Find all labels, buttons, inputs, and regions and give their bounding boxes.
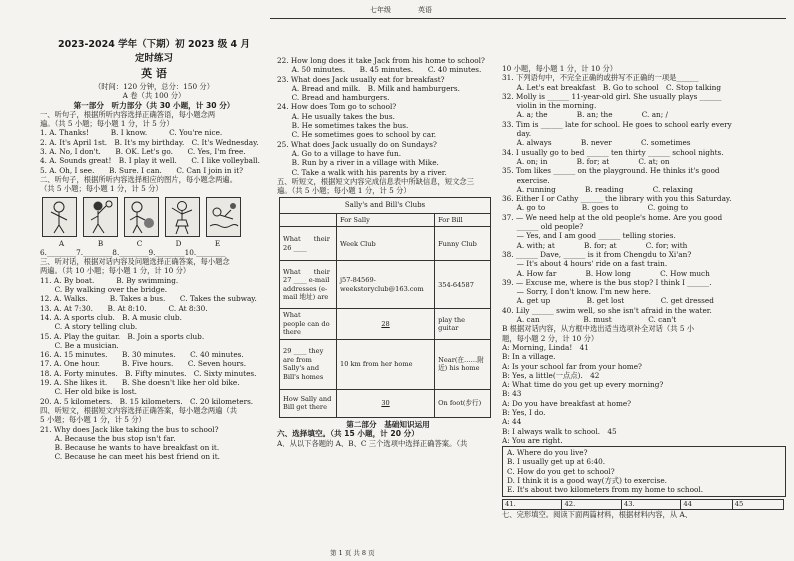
row-value-cell: 354-64587 bbox=[435, 261, 491, 309]
dialogue-options-box bbox=[502, 446, 786, 496]
row-value-cell[interactable]: 30 bbox=[337, 389, 435, 417]
text-line: A. on; in B. for; at C. at; on bbox=[502, 156, 670, 166]
text-line: 5. A. Oh, I see. B. Sure. I can. C. Can I join in it? bbox=[40, 165, 244, 175]
table-caption: Sally's and Bill's Clubs bbox=[279, 197, 491, 213]
table-row bbox=[280, 261, 491, 309]
text-line: C. By walking over the bridge. bbox=[40, 285, 168, 295]
text-line: C. Because he can meet his best friend on it. bbox=[40, 452, 220, 462]
text-line: 两遍。（共 10 小题；每小题 1 分，计 10 分） bbox=[40, 266, 191, 276]
text-line: 32. Molly is ______ 11-year-old girl. She usually plays ______ bbox=[502, 91, 722, 101]
text-line: 37. — We need help at the old people's home. Are you good bbox=[502, 212, 723, 222]
text-line: 四、听短文，根据短文内容选择正确答案，每小题念两遍（共 bbox=[40, 405, 238, 415]
picture-label: A bbox=[58, 238, 65, 248]
listening-section-3-4 bbox=[40, 257, 268, 462]
text-line: 三、听对话，根据对话内容及问题选择正确答案，每小题念 bbox=[40, 257, 230, 267]
text-line: B: In a village. bbox=[502, 352, 556, 362]
picture-b bbox=[83, 197, 118, 237]
text-line: 4. A. Sounds great! B. I play it well. C. I like volleyball. bbox=[40, 156, 260, 166]
text-line: day. bbox=[502, 129, 532, 139]
text-line: A. 50 minutes. B. 45 minutes. C. 40 minutes. bbox=[277, 65, 482, 75]
text-line: A. always B. never C. sometimes bbox=[502, 138, 691, 148]
text-line: 遍。（共 5 小题；每小题 1 分，计 5 分） bbox=[40, 119, 174, 129]
text-line: 18. A. Forty minutes. B. Fifty minutes. C. Sixty minutes. bbox=[40, 368, 257, 378]
column-left bbox=[40, 20, 268, 462]
text-line: — Yes, and I am good ______ telling stories. bbox=[502, 231, 676, 241]
row-label-cell: What people can do there bbox=[280, 309, 337, 340]
text-line: C. Her old bike is lost. bbox=[40, 387, 137, 397]
text-line: ______ old people? bbox=[502, 222, 584, 232]
text-line: B: I always walk to school. 45 bbox=[502, 426, 617, 436]
text-line: C. Be a musician. bbox=[40, 340, 119, 350]
text-line: A. Bread and milk. B. Milk and hamburgers. bbox=[277, 83, 460, 93]
answer-cell[interactable]: 45 bbox=[732, 499, 783, 509]
header-subject: 英语 bbox=[418, 6, 432, 14]
text-line: 17. A. One hour. B. Five hours. C. Seven hours. bbox=[40, 359, 247, 369]
text-line: A. get up B. get lost C. get dressed bbox=[502, 296, 714, 306]
row-value-cell: j57-84569-weekstoryclub@163.com bbox=[337, 261, 435, 309]
text-line: A: Is your school far from your home? bbox=[502, 361, 642, 371]
text-line: 33. Tim is ______ late for school. He goes to school early every bbox=[502, 119, 732, 129]
text-line: 2. A. It's April 1st. B. It's my birthday. C. It's Wednesday. bbox=[40, 137, 259, 147]
basketball-player-icon bbox=[84, 198, 117, 236]
exam-info: （时间：120 分钟，总分：150 分） bbox=[93, 82, 215, 91]
text-line: A. a; the B. an; the C. an; / bbox=[502, 110, 668, 120]
text-line: 15. A. Play the guitar. B. Join a sports club. bbox=[40, 331, 205, 341]
picture-label: E bbox=[214, 238, 221, 248]
table-row bbox=[280, 227, 491, 261]
section6a-instruction: A．从以下各题的 A、B、C 三个选项中选择正确答案。（共 bbox=[277, 438, 468, 448]
dialogue-option: E. It's about two kilometers from my home to school. bbox=[507, 485, 704, 495]
text-line: 五、听短文，根据短文内容完成信息表中所缺信息，短文念三 bbox=[277, 176, 475, 186]
text-line: A: What time do you get up every morning? bbox=[502, 380, 664, 390]
picture-label: B bbox=[97, 238, 104, 248]
text-line: 19. A. She likes it. B. She doesn't like her old bike. bbox=[40, 378, 240, 388]
row-label-cell: 29 ____ they are from Sally's and Bill's homes bbox=[280, 339, 337, 389]
text-line: A: Do you have breakfast at home? bbox=[502, 398, 632, 408]
answer-cell[interactable]: 42. bbox=[562, 499, 621, 509]
part1-heading: 第一部分 听力部分（共 30 小题，计 30 分） bbox=[73, 100, 235, 110]
column-middle bbox=[277, 20, 499, 448]
dialogue-option: B. I usually get up at 6:40. bbox=[507, 457, 606, 467]
part2-heading: 第二部分 基础知识运用 bbox=[346, 419, 430, 429]
text-line: 21. Why does Jack like taking the bus to school? bbox=[40, 424, 219, 434]
row-label-cell: What their 27 ____ e-mail addresses (e-mail 地址) are bbox=[280, 261, 337, 309]
text-line: 一、听句子，根据所听内容选择正确答语，每小题念两 bbox=[40, 109, 216, 119]
text-line: 31. 下列语句中，不完全正确的或拼写不正确的一项是______ bbox=[502, 73, 699, 83]
picture-c bbox=[124, 197, 159, 237]
text-line: 25. What does Jack usually do on Sundays? bbox=[277, 139, 437, 149]
page-footer: 第 1 页 共 8 页 bbox=[330, 549, 375, 557]
text-line: 40. Lily ______ swim well, so she isn't afraid in the water. bbox=[502, 305, 712, 315]
table-row bbox=[280, 309, 491, 340]
text-line: （共 5 小题；每小题 1 分，计 5 分） bbox=[40, 184, 163, 194]
text-line: 24. How does Tom go to school? bbox=[277, 102, 397, 112]
text-line: violin in the morning. bbox=[502, 101, 597, 111]
text-line: 20. A. 5 kilometers. B. 15 kilometers. C. 20 kilometers. bbox=[40, 396, 254, 406]
text-line: 10 小题，每小题 1 分，计 10 分） bbox=[502, 64, 618, 73]
text-line: B. He sometimes takes the bus. bbox=[277, 121, 409, 131]
picture-labels bbox=[42, 239, 268, 248]
text-line: 36. Either I or Cathy ______ the library with you this Saturday. bbox=[502, 194, 732, 204]
table-header-cell: For Sally bbox=[337, 213, 435, 227]
text-line: 34. I usually go to bed ______ ten thirty ______ school nights. bbox=[502, 147, 724, 157]
dancing-girl-icon bbox=[166, 198, 199, 236]
text-line: 3. A. No, I don't. B. OK. Let's go. C. Yes, I'm free. bbox=[40, 147, 246, 157]
page-header bbox=[0, 0, 794, 20]
table-row bbox=[280, 389, 491, 417]
table-header-cell: For Bill bbox=[435, 213, 491, 227]
text-line: A: 44 bbox=[502, 417, 522, 427]
section6-heading: 六、选择填空。（共 15 小题，计 20 分） bbox=[277, 429, 419, 439]
picture-answer-blanks: 6.________7.________8.________9.________10.________ bbox=[40, 247, 226, 257]
exam-title-line2: 定时练习 bbox=[134, 53, 173, 64]
row-value-cell[interactable]: 28 bbox=[337, 309, 435, 340]
answer-grid bbox=[502, 499, 784, 510]
text-line: 题，每小题 2 分，计 10 分） bbox=[502, 333, 599, 343]
column-right bbox=[502, 20, 788, 519]
picture-d bbox=[165, 197, 200, 237]
text-line: B: 43 bbox=[502, 389, 522, 399]
text-line: C. Bread and hamburgers. bbox=[277, 93, 390, 103]
dialogue-option: A. Where do you live? bbox=[507, 448, 588, 458]
text-line: 38. ______ Dave, ______ is it from Chengdu to Xi'an? bbox=[502, 249, 692, 259]
text-line: A. How far B. How long C. How much bbox=[502, 268, 710, 278]
text-line: A. He usually takes the bus. bbox=[277, 111, 395, 121]
exam-subject: 英 语 bbox=[141, 67, 167, 80]
picture-e bbox=[206, 197, 241, 237]
text-line: C. A story telling club. bbox=[40, 322, 138, 332]
text-line: 23. What does Jack usually eat for breakfast? bbox=[277, 74, 445, 84]
text-line: 1. A. Thanks! B. I know. C. You're nice. bbox=[40, 128, 223, 138]
paper-a-label: A 卷（共 100 分） bbox=[122, 91, 186, 101]
text-line: 二、听句子，根据所听内容选择相应的图片，每小题念两遍。 bbox=[40, 174, 238, 184]
text-line: A: Morning, Linda! 41 bbox=[502, 342, 589, 352]
text-line: 12. A. Walks. B. Takes a bus. C. Takes the subway. bbox=[40, 294, 257, 304]
text-line: 5 小题；每小题 1 分，计 5 分） bbox=[40, 415, 146, 425]
text-line: A: You are right. bbox=[502, 435, 563, 445]
listening-section-1-2 bbox=[40, 110, 268, 194]
text-line: 35. Tom likes ______ on the playground. He thinks it's good bbox=[502, 166, 720, 176]
text-line: B. Run by a river in a village with Mike. bbox=[277, 158, 439, 168]
swimming-boy-icon bbox=[207, 198, 240, 236]
picture-label: D bbox=[175, 238, 182, 248]
text-line: 11. A. By boat. B. By swimming. bbox=[40, 275, 179, 285]
table-header-cell bbox=[280, 213, 337, 227]
dialogue-option: C. How do you get to school? bbox=[507, 466, 615, 476]
text-line: C. Take a walk with his parents by a river. bbox=[277, 167, 447, 177]
dialogue-option: D. I think it is a good way(方式) to exercise. bbox=[507, 476, 667, 486]
text-line: A. can B. must C. can't bbox=[502, 315, 677, 325]
header-grade: 七年级 bbox=[370, 6, 391, 14]
listening-questions-22-25 bbox=[277, 56, 499, 195]
row-label-cell: What their 26 ____ bbox=[280, 227, 337, 261]
boy-thanking-icon bbox=[43, 198, 76, 236]
text-line: A. Go to a village to have fun. bbox=[277, 148, 402, 158]
row-value-cell: Near(在……附近) his home bbox=[435, 339, 491, 389]
club-info-table bbox=[279, 197, 491, 418]
table-row bbox=[280, 339, 491, 389]
text-line: A. go to B. goes to C. going to bbox=[502, 203, 689, 213]
answer-cell[interactable]: 43. bbox=[621, 499, 680, 509]
text-line: 遍。（共 5 小题；每小题 1 分，计 5 分） bbox=[277, 186, 411, 196]
answer-cell[interactable]: 41. bbox=[503, 499, 562, 509]
text-line: A. Let's eat breakfast B. Go to school C. Stop talking bbox=[502, 82, 722, 92]
picture-row bbox=[42, 197, 268, 237]
text-line: B. Because he wants to have breakfast on it. bbox=[40, 443, 220, 453]
section7-heading: 七、完形填空。阅读下面两篇材料，根据材料内容，从 A、 bbox=[502, 509, 693, 519]
row-value-cell: Week Club bbox=[337, 227, 435, 261]
text-line: — It's about 4 hours' ride on a fast train. bbox=[502, 259, 668, 269]
text-line: A. running B. reading C. relaxing bbox=[502, 184, 693, 194]
row-value-cell: play the guitar bbox=[435, 309, 491, 340]
text-line: A. Because the bus stop isn't far. bbox=[40, 433, 176, 443]
picture-a bbox=[42, 197, 77, 237]
text-line: 22. How long does it take Jack from his home to school? bbox=[277, 56, 485, 65]
boy-with-ball-icon bbox=[125, 198, 158, 236]
row-label-cell: How Sally and Bill get there bbox=[280, 389, 337, 417]
text-line: 14. A. A sports club. B. A music club. bbox=[40, 312, 182, 322]
exam-title-line1: 2023-2024 学年（下期）初 2023 级 4 月 bbox=[58, 39, 250, 50]
text-line: — Sorry, I don't know. I'm new here. bbox=[502, 287, 651, 297]
text-line: C. He sometimes goes to school by car. bbox=[277, 130, 437, 140]
picture-label: C bbox=[136, 238, 143, 248]
row-value-cell: 10 km from her home bbox=[337, 339, 435, 389]
row-value-cell: On foot(步行) bbox=[435, 389, 491, 417]
header-rule bbox=[270, 18, 786, 19]
text-line: B: Yes, I do. bbox=[502, 407, 546, 417]
text-line: 16. A. 15 minutes. B. 30 minutes. C. 40 minutes. bbox=[40, 350, 244, 360]
grammar-and-dialogue bbox=[502, 64, 788, 445]
text-line: B: Yes, a little(一点点). 42 bbox=[502, 370, 600, 380]
text-line: B 根据对话内容，从方框中选出适当选项补全对话（共 5 小 bbox=[502, 324, 695, 334]
answer-cell[interactable]: 44 bbox=[681, 499, 732, 509]
text-line: A. with; at B. for; at C. for; with bbox=[502, 240, 688, 250]
text-line: exercise. bbox=[502, 175, 550, 185]
text-line: 13. A. At 7:30. B. At 8:10. C. At 8:30. bbox=[40, 303, 208, 313]
row-value-cell: Funny Club bbox=[435, 227, 491, 261]
text-line: 39. — Excuse me, where is the bus stop? I think I ______. bbox=[502, 277, 712, 287]
